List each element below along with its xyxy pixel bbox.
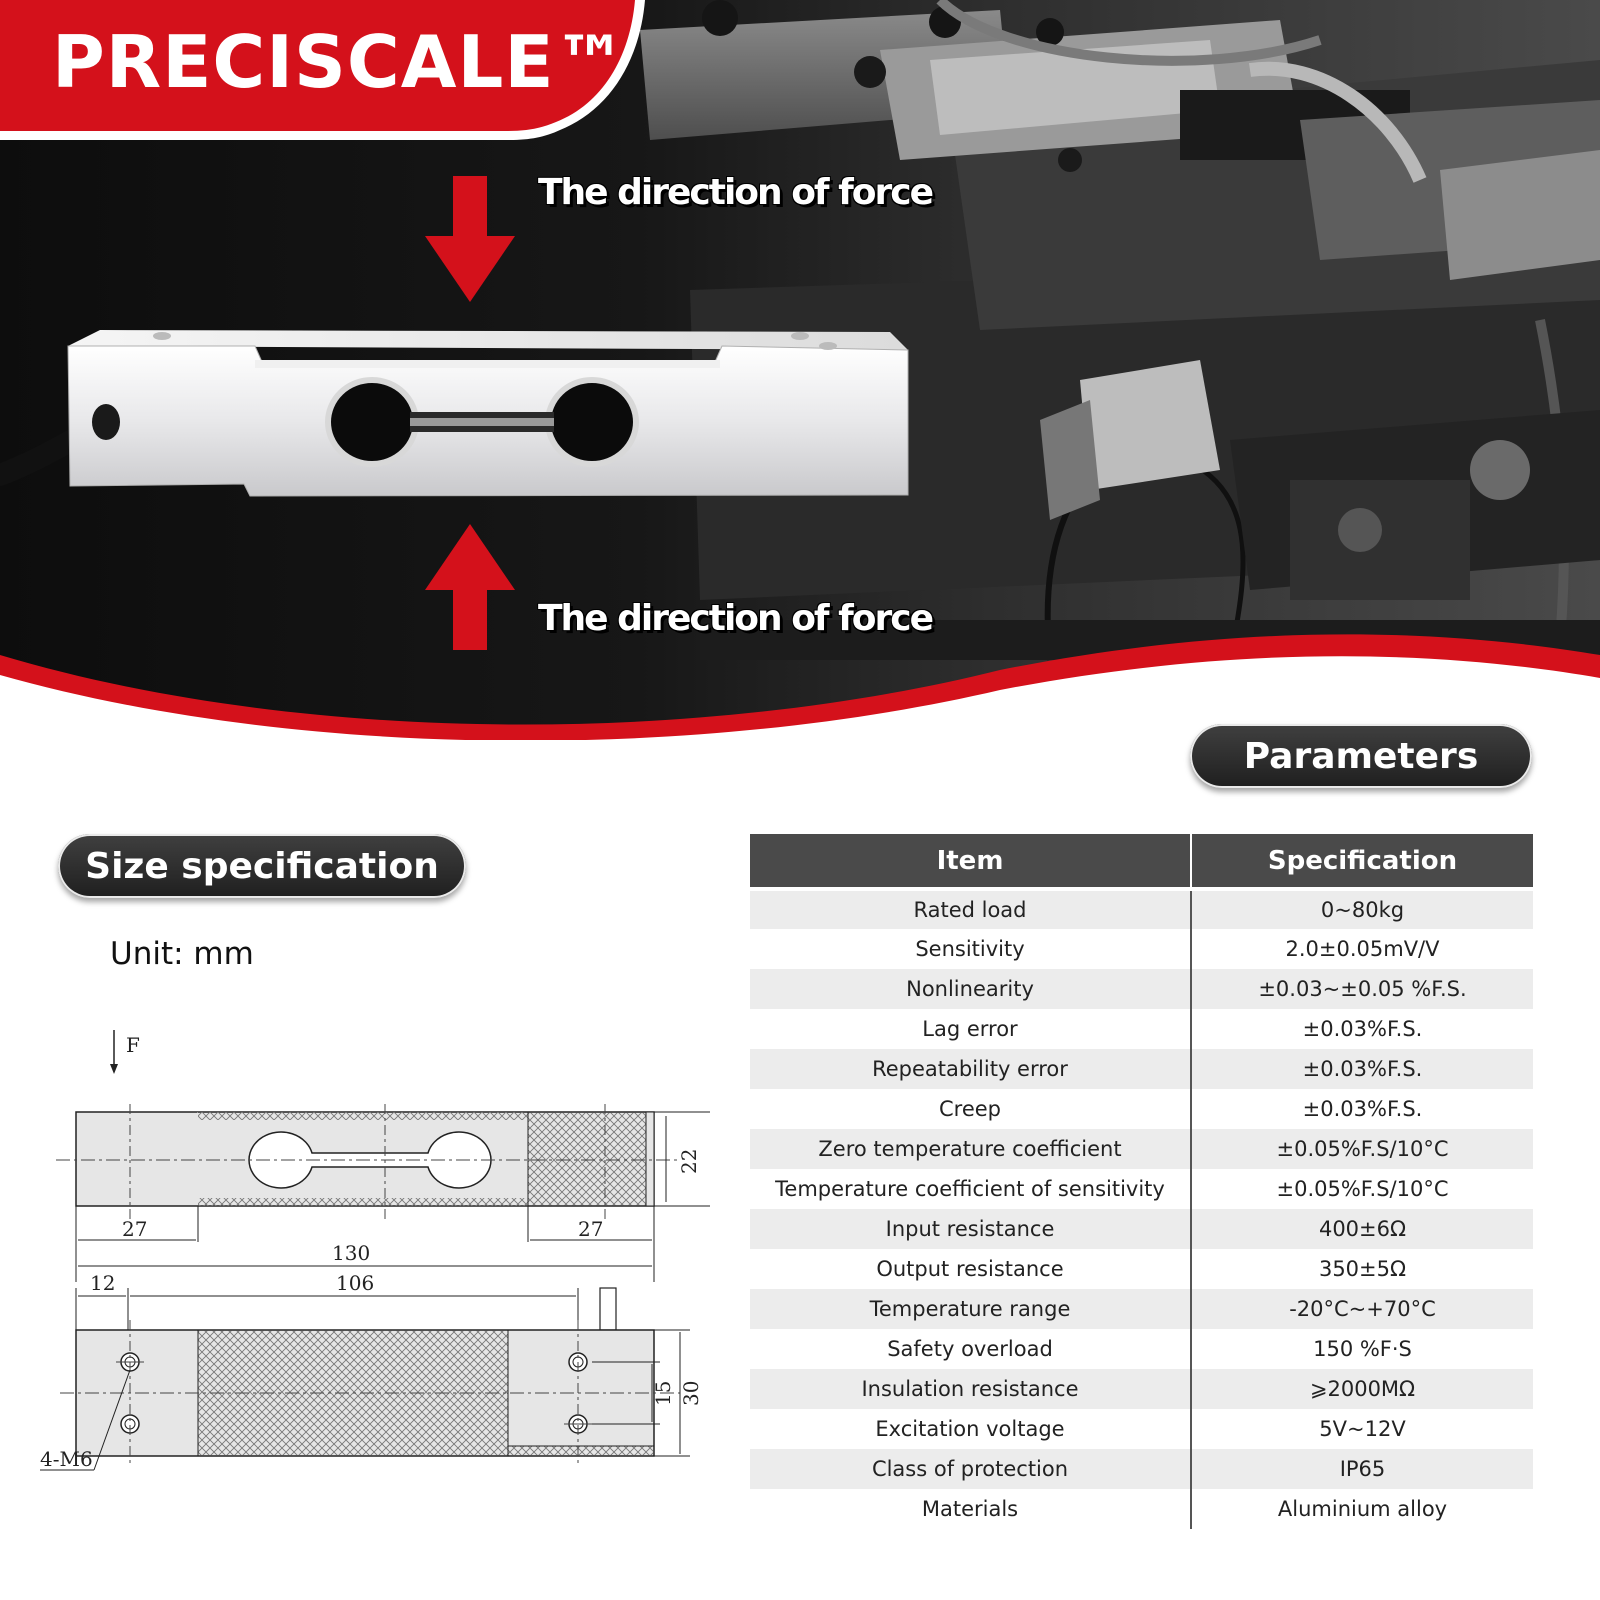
table-row bbox=[750, 1209, 1533, 1249]
table-row bbox=[750, 1329, 1533, 1369]
force-up-arrow-icon bbox=[425, 524, 515, 650]
table-row bbox=[750, 969, 1533, 1009]
cell-spec: 150 %F·S bbox=[1191, 1329, 1533, 1369]
cell-spec: 350±5Ω bbox=[1191, 1249, 1533, 1289]
table-row bbox=[750, 1089, 1533, 1129]
cell-item: Excitation voltage bbox=[750, 1409, 1191, 1449]
cell-item: Zero temperature coefficient bbox=[750, 1129, 1191, 1169]
cell-item: Input resistance bbox=[750, 1209, 1191, 1249]
cell-item: Nonlinearity bbox=[750, 969, 1191, 1009]
table-header-row bbox=[750, 834, 1533, 889]
column-header-item: Item bbox=[750, 834, 1191, 889]
size-specification-heading: Size specification bbox=[58, 834, 466, 898]
dim-27-right: 27 bbox=[578, 1217, 604, 1241]
cell-item: Class of protection bbox=[750, 1449, 1191, 1489]
force-direction-label-top: The direction of force bbox=[538, 172, 933, 213]
cell-item: Temperature range bbox=[750, 1289, 1191, 1329]
table-row bbox=[750, 1249, 1533, 1289]
cell-item: Temperature coefficient of sensitivity bbox=[750, 1169, 1191, 1209]
table-row bbox=[750, 1049, 1533, 1089]
dimension-drawing bbox=[30, 1020, 710, 1510]
table-row bbox=[750, 1009, 1533, 1049]
cell-spec: ±0.05%F.S/10°C bbox=[1191, 1129, 1533, 1169]
cell-item: Repeatability error bbox=[750, 1049, 1191, 1089]
dim-130: 130 bbox=[332, 1241, 371, 1265]
table-row bbox=[750, 1369, 1533, 1409]
dim-15: 15 bbox=[651, 1380, 675, 1406]
cell-item: Lag error bbox=[750, 1009, 1191, 1049]
load-cell-product-image bbox=[0, 320, 920, 510]
dim-thread-4-m6: 4-M6 bbox=[40, 1447, 93, 1471]
hero-banner bbox=[0, 0, 1600, 740]
table-row bbox=[750, 1169, 1533, 1209]
cell-spec: ⩾2000MΩ bbox=[1191, 1369, 1533, 1409]
parameters-heading: Parameters bbox=[1190, 724, 1532, 788]
cell-spec: -20°C~+70°C bbox=[1191, 1289, 1533, 1329]
table-row bbox=[750, 889, 1533, 929]
cell-spec: ±0.05%F.S/10°C bbox=[1191, 1169, 1533, 1209]
parameters-table bbox=[750, 834, 1533, 1529]
cell-spec: ±0.03~±0.05 %F.S. bbox=[1191, 969, 1533, 1009]
cell-item: Output resistance bbox=[750, 1249, 1191, 1289]
cell-spec: ±0.03%F.S. bbox=[1191, 1009, 1533, 1049]
brand-logo-text: PRECISCALE™ bbox=[52, 20, 628, 104]
cell-item: Rated load bbox=[750, 889, 1191, 929]
cell-item: Safety overload bbox=[750, 1329, 1191, 1369]
table-row bbox=[750, 1449, 1533, 1489]
drawing-force-label: F bbox=[126, 1033, 140, 1057]
cell-item: Sensitivity bbox=[750, 929, 1191, 969]
dim-27-left: 27 bbox=[122, 1217, 148, 1241]
cell-spec: 2.0±0.05mV/V bbox=[1191, 929, 1533, 969]
cell-spec: 0~80kg bbox=[1191, 889, 1533, 929]
cell-spec: ±0.03%F.S. bbox=[1191, 1049, 1533, 1089]
unit-label: Unit: mm bbox=[110, 936, 254, 972]
cell-item: Materials bbox=[750, 1489, 1191, 1529]
cell-item: Creep bbox=[750, 1089, 1191, 1129]
cell-spec: IP65 bbox=[1191, 1449, 1533, 1489]
table-row bbox=[750, 1129, 1533, 1169]
cell-spec: 5V~12V bbox=[1191, 1409, 1533, 1449]
cell-spec: ±0.03%F.S. bbox=[1191, 1089, 1533, 1129]
dim-30: 30 bbox=[679, 1380, 703, 1406]
dim-106: 106 bbox=[336, 1271, 375, 1295]
table-row bbox=[750, 1289, 1533, 1329]
force-down-arrow-icon bbox=[425, 176, 515, 302]
table-row bbox=[750, 1489, 1533, 1529]
table-row bbox=[750, 1409, 1533, 1449]
force-direction-label-bottom: The direction of force bbox=[538, 598, 933, 639]
column-header-specification: Specification bbox=[1191, 834, 1533, 889]
dim-22: 22 bbox=[677, 1148, 701, 1174]
dim-12: 12 bbox=[90, 1271, 116, 1295]
cell-item: Insulation resistance bbox=[750, 1369, 1191, 1409]
cell-spec: 400±6Ω bbox=[1191, 1209, 1533, 1249]
cell-spec: Aluminium alloy bbox=[1191, 1489, 1533, 1529]
table-row bbox=[750, 929, 1533, 969]
